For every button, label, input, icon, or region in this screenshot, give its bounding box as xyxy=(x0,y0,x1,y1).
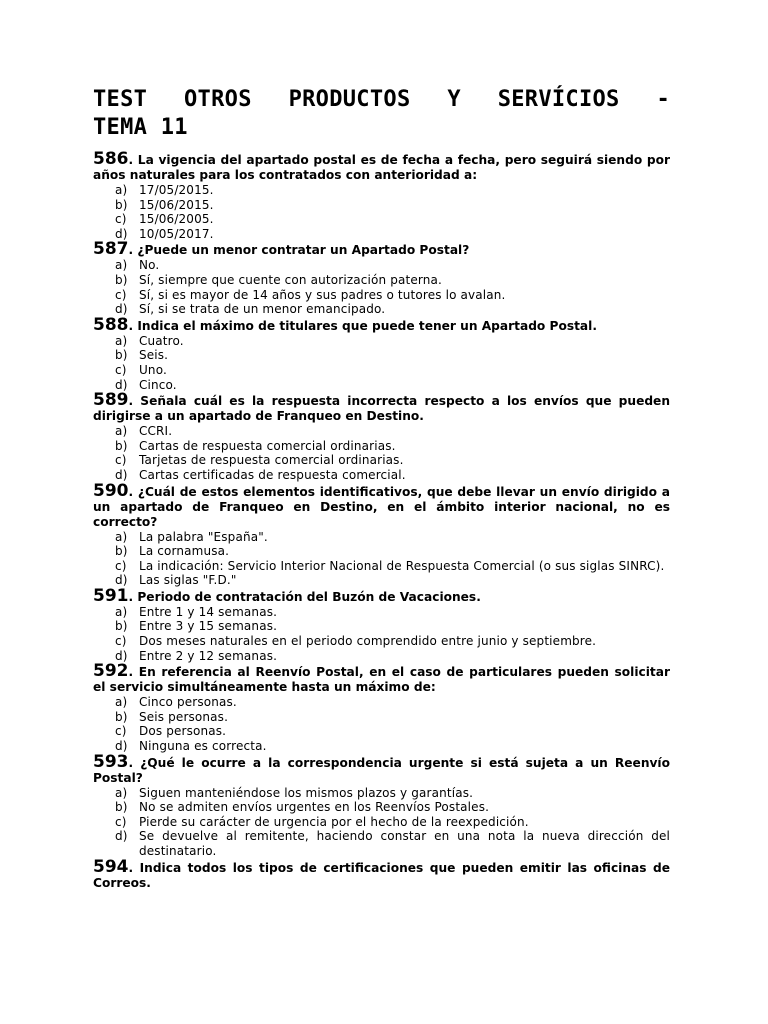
answer-option xyxy=(93,710,670,725)
answer-options xyxy=(93,530,670,588)
option-text: Uno. xyxy=(139,362,167,377)
answer-options xyxy=(93,183,670,241)
question-text: . ¿Puede un menor contratar un Apartado Postal? xyxy=(128,243,470,258)
answer-option xyxy=(93,424,670,439)
question-number: 591 xyxy=(93,585,129,606)
answer-option xyxy=(93,348,670,363)
question-heading xyxy=(93,856,670,891)
option-text: 10/05/2017. xyxy=(139,226,214,241)
answer-option xyxy=(93,786,670,801)
question-586 xyxy=(93,149,670,241)
answer-option xyxy=(93,378,670,393)
question-heading xyxy=(93,585,670,606)
question-heading xyxy=(93,480,670,530)
answer-option xyxy=(93,530,670,545)
option-letter: c) xyxy=(115,634,127,649)
answer-option xyxy=(93,544,670,559)
question-heading xyxy=(93,314,670,335)
question-number: 592 xyxy=(93,661,129,682)
answer-option xyxy=(93,302,670,317)
option-letter: c) xyxy=(115,814,127,829)
option-letter: c) xyxy=(115,362,127,377)
answer-option xyxy=(93,288,670,303)
option-letter: d) xyxy=(115,302,128,317)
option-letter: b) xyxy=(115,197,128,212)
option-letter: a) xyxy=(115,183,128,197)
option-letter: b) xyxy=(115,544,128,559)
option-letter: a) xyxy=(115,529,128,544)
question-heading xyxy=(93,751,670,786)
question-594 xyxy=(93,856,670,891)
option-letter: a) xyxy=(115,333,128,348)
option-text: Cinco. xyxy=(139,377,177,392)
question-text: . Indica el máximo de titulares que puede tener un Apartado Postal. xyxy=(128,318,597,333)
answer-option xyxy=(93,724,670,739)
question-heading xyxy=(93,149,670,183)
option-text: Siguen manteniéndose los mismos plazos y garantías. xyxy=(139,785,474,800)
question-number: 589 xyxy=(93,390,129,411)
option-letter: b) xyxy=(115,619,128,634)
option-letter: c) xyxy=(115,212,127,227)
option-letter: b) xyxy=(115,800,128,815)
option-text: La cornamusa. xyxy=(139,544,230,559)
option-letter: b) xyxy=(115,348,128,363)
option-text: Cuatro. xyxy=(139,333,184,348)
option-letter: a) xyxy=(115,695,128,710)
option-text: Sí, siempre que cuente con autorización paterna. xyxy=(139,272,442,287)
answer-option xyxy=(93,439,670,454)
question-text: . Indica todos los tipos de certificaciones que pueden emitir las oficinas de Correos. xyxy=(93,860,670,890)
answer-option xyxy=(93,198,670,213)
question-589 xyxy=(93,390,670,482)
answer-option xyxy=(93,815,670,830)
question-text: . Periodo de contratación del Buzón de Vacaciones. xyxy=(128,589,481,604)
question-number: 586 xyxy=(93,149,129,169)
option-letter: d) xyxy=(115,467,128,482)
option-text: Sí, si es mayor de 14 años y sus padres o tutores lo avalan. xyxy=(139,287,506,302)
option-text: Sí, si se trata de un menor emancipado. xyxy=(139,302,386,317)
question-592 xyxy=(93,661,670,754)
answer-option xyxy=(93,183,670,198)
title-line-2: TEMA 11 xyxy=(93,115,188,140)
answer-option xyxy=(93,468,670,483)
option-text: Seis personas. xyxy=(139,709,229,724)
option-letter: d) xyxy=(115,739,128,754)
answer-options xyxy=(93,786,670,859)
option-text: Cartas de respuesta comercial ordinarias. xyxy=(139,438,396,453)
question-text: . En referencia al Reenvío Postal, en el caso de particulares pueden solicitar el servicio simultáneamente hasta un máximo de: xyxy=(93,665,670,695)
option-text: Tarjetas de respuesta comercial ordinarias. xyxy=(139,453,404,468)
question-text: . Señala cuál es la respuesta incorrecta respecto a los envíos que pueden dirigirse a un apartado de Franqueo en Destino. xyxy=(93,394,670,424)
option-text: Entre 2 y 12 semanas. xyxy=(139,648,278,663)
option-letter: d) xyxy=(115,377,128,392)
answer-option xyxy=(93,605,670,620)
answer-option xyxy=(93,800,670,815)
option-text: Cinco personas. xyxy=(139,695,237,710)
option-text: No se admiten envíos urgentes en los Reenvíos Postales. xyxy=(139,800,490,815)
option-letter: a) xyxy=(115,604,128,619)
answer-options xyxy=(93,605,670,663)
answer-option xyxy=(93,227,670,242)
option-text: 15/06/2005. xyxy=(139,212,214,227)
option-text: CCRI. xyxy=(139,424,173,439)
answer-option xyxy=(93,739,670,754)
answer-option xyxy=(93,258,670,273)
option-text: Dos personas. xyxy=(139,724,227,739)
option-letter: d) xyxy=(115,829,128,844)
option-text: Seis. xyxy=(139,348,169,363)
question-number: 590 xyxy=(93,480,129,501)
option-text: Ninguna es correcta. xyxy=(139,739,267,754)
question-text: . La vigencia del apartado postal es de fecha a fecha, pero seguirá siendo por años naturales para los contratados con anterioridad a: xyxy=(93,153,670,182)
option-letter: c) xyxy=(115,724,127,739)
title-line-1: TEST OTROS PRODUCTOS Y SERVÍCIOS - xyxy=(93,87,670,112)
document-title xyxy=(93,86,670,142)
option-text: Entre 3 y 15 semanas. xyxy=(139,619,278,634)
option-text: 17/05/2015. xyxy=(139,183,214,197)
option-letter: a) xyxy=(115,258,128,273)
question-591 xyxy=(93,585,670,663)
answer-option xyxy=(93,573,670,588)
option-text: No. xyxy=(139,258,160,273)
answer-option xyxy=(93,619,670,634)
question-text: . ¿Qué le ocurre a la correspondencia urgente si está sujeta a un Reenvío Postal? xyxy=(93,755,670,785)
question-number: 587 xyxy=(93,239,129,260)
option-text: Pierde su carácter de urgencia por el hecho de la reexpedición. xyxy=(139,814,529,829)
option-text: La indicación: Servicio Interior Nacional de Respuesta Comercial (o sus siglas SINRC). xyxy=(139,558,665,573)
option-letter: b) xyxy=(115,272,128,287)
answer-options xyxy=(93,258,670,316)
option-letter: c) xyxy=(115,287,127,302)
answer-option xyxy=(93,649,670,664)
question-list xyxy=(93,149,670,892)
answer-option xyxy=(93,634,670,649)
option-letter: d) xyxy=(115,226,128,241)
question-text: . ¿Cuál de estos elementos identificativos, que debe llevar un envío dirigido a un apartado de Franqueo en Destino, en el ámbito interior nacional, no es correcto? xyxy=(93,484,670,529)
answer-options xyxy=(93,695,670,753)
option-letter: a) xyxy=(115,424,128,439)
option-letter: a) xyxy=(115,785,128,800)
question-heading xyxy=(93,661,670,695)
option-letter: d) xyxy=(115,648,128,663)
answer-options xyxy=(93,424,670,482)
option-text: Cartas certificadas de respuesta comercial. xyxy=(139,467,406,482)
question-588 xyxy=(93,314,670,392)
option-letter: c) xyxy=(115,453,127,468)
question-593 xyxy=(93,751,670,859)
question-587 xyxy=(93,239,670,317)
question-heading xyxy=(93,239,670,260)
option-letter: b) xyxy=(115,709,128,724)
option-text: Dos meses naturales en el periodo comprendido entre junio y septiembre. xyxy=(139,634,597,649)
answer-option xyxy=(93,212,670,227)
answer-option xyxy=(93,695,670,710)
question-number: 593 xyxy=(93,751,129,772)
answer-option xyxy=(93,453,670,468)
option-letter: c) xyxy=(115,558,127,573)
question-number: 594 xyxy=(93,856,129,877)
option-text: La palabra "España". xyxy=(139,529,268,544)
question-heading xyxy=(93,390,670,424)
answer-option xyxy=(93,363,670,378)
option-text: Las siglas "F.D." xyxy=(139,573,237,588)
question-590 xyxy=(93,480,670,588)
option-text: Entre 1 y 14 semanas. xyxy=(139,604,278,619)
option-text: 15/06/2015. xyxy=(139,197,214,212)
question-number: 588 xyxy=(93,314,129,335)
answer-option xyxy=(93,273,670,288)
answer-option xyxy=(93,559,670,574)
answer-option xyxy=(93,334,670,349)
option-letter: d) xyxy=(115,573,128,588)
option-text: Se devuelve al remitente, haciendo constar en una nota la nueva dirección del destinatario. xyxy=(139,829,670,858)
option-letter: b) xyxy=(115,438,128,453)
answer-option xyxy=(93,829,670,858)
answer-options xyxy=(93,334,670,392)
